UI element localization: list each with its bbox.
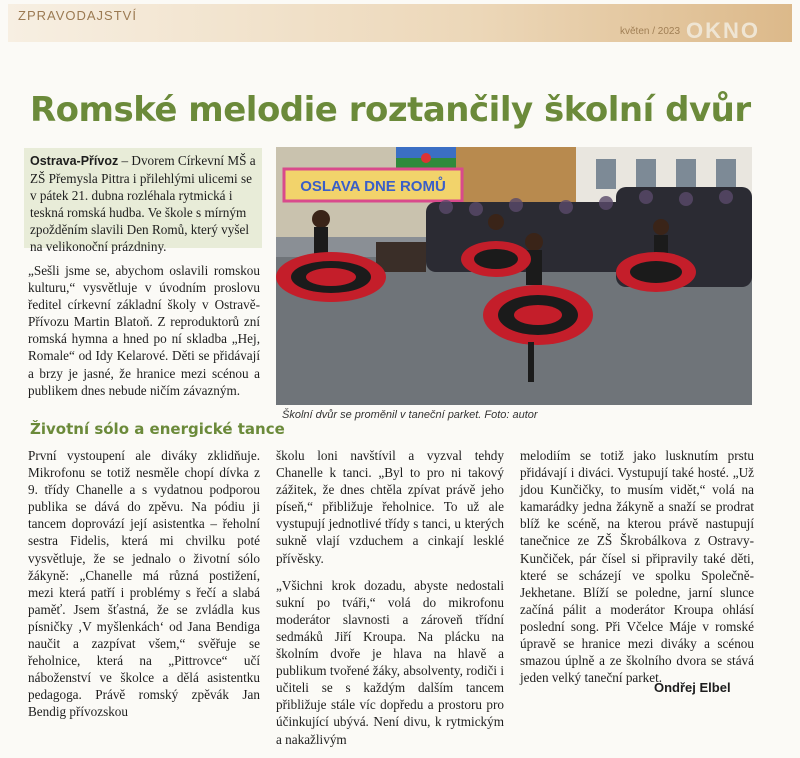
- column-1-top: [28, 262, 260, 409]
- lead-paragraph: [24, 148, 262, 254]
- paragraph-solo: První vystoupení ale diváky zklidňuje. Mikrofonu se totiž nesměle chopí dívka z 9. třídy Chanelle a s vydatnou podporou publika se dává do zpěvu. Na pódiu ji tancem doprovází její asistentka – řeholní sestra Fidelis, která mi chvilku poté vysvětluje, že se jednalo o životní sólo žákyně: „Chanelle má různá postižení, mezi která patří i problémy s řečí a slabá paměť. Jsem šťastná, že se zvládla kus písničky ‚V myšlenkách‘ od Jana Bendiga naučit a zazpívat všem,“ svěřuje se řeholnice, která na „Pittrovce“ učí náboženství ve školce a dělá asistentku pedagoga. Právě romský zpěvák Jan Bendig přívozskou: [28, 448, 260, 720]
- paragraph-guests: melodiím se totiž jako lusknutím prstu přidávají i diváci. Vystupují také hosté. „Už jdou Kunčičky, to musím vidět,“ volá na kamarádky jedna žákyně a snaží se prodrat blíž ke scéně, na kterou právě nastupují tanečnice ze ZŠ Škrobálkova z Ostravy-Kunčiček, pár čísel si připravily také děti, které se scházejí ve spolku Společně-Jekhetane. Blíží se poledne, jarní slunce začíná pálit a moderátor Kroupa ohlásí poslední song. Při Včelce Máje v romské úpravě se hranice mezi diváky a scénou smazou úplně a ze školního dvora se stává jeden velký taneční parket.: [520, 448, 754, 686]
- issue-date: květen / 2023: [620, 26, 681, 37]
- photo-banner-text: OSLAVA DNE ROMŮ: [300, 178, 446, 195]
- photo-caption: Školní dvůr se proměnil v taneční parket. Foto: autor: [282, 409, 538, 421]
- subheading: Životní sólo a energické tance: [30, 420, 285, 438]
- paragraph-intro: „Sešli jsme se, abychom oslavili romskou kulturu,“ vysvětluje v úvodním proslovu ředitel církevní základní školy v Ostravě-Přívozu Martin Blatoň. Z reproduktorů zní romská hymna a hned po ní skladba „Hej, Romale“ od Idy Kelarové. Děti se přidávají a brzy je jasné, že hranice mezi scénou a publikem dnes nebude ničím závazným.: [28, 263, 260, 398]
- author-name: Ondřej Elbel: [654, 680, 731, 695]
- lead-place: Ostrava-Přívoz: [30, 154, 119, 168]
- dance-photo: [276, 147, 752, 405]
- paragraph-crowd: „Všichni krok dozadu, abyste nedostali sukní po tváři,“ volá do mikrofonu moderátor slavnosti a zároveň třídní sedmáků Jiří Kroupa. Na plácku na školním dvoře je hlava na hlavě a publikum tvořené žáky, absolventy, rodiči i učiteli se s každým dalším tancem přibližuje stále víc dopředu a prostoru pro účinkující ubývá. Není divu, k rytmickým a nakažlivým: [276, 577, 504, 747]
- column-2: [276, 447, 504, 758]
- article-title: Romské melodie roztančily školní dvůr: [30, 90, 751, 130]
- lead-text: – Dvorem Církevní MŠ a ZŠ Přemysla Pittra i přilehlými ulicemi se v pátek 21. dubna rozléhala rytmická i teskná romská hudba. Ve škole s mírným zpožděním slavili Den Romů, který vyšel na velikonoční prázdniny.: [30, 153, 256, 254]
- column-3: [520, 447, 754, 696]
- column-1-bottom: [28, 447, 260, 731]
- section-label: ZPRAVODAJSTVÍ: [18, 8, 137, 23]
- paragraph-chanelle: školu loni navštívil a vyzval tehdy Chanelle k tanci. „Byl to pro ni takový zážitek, že dnes chtěla zpívat právě jeho píseň,“ přibližuje řeholnice. To už ale vystupují jednotlivé třídy s tanci, u kterých sukně vlají vzduchem a cinkají lesklé přívěsky.: [276, 448, 504, 566]
- magazine-logo: OKNO: [686, 18, 760, 43]
